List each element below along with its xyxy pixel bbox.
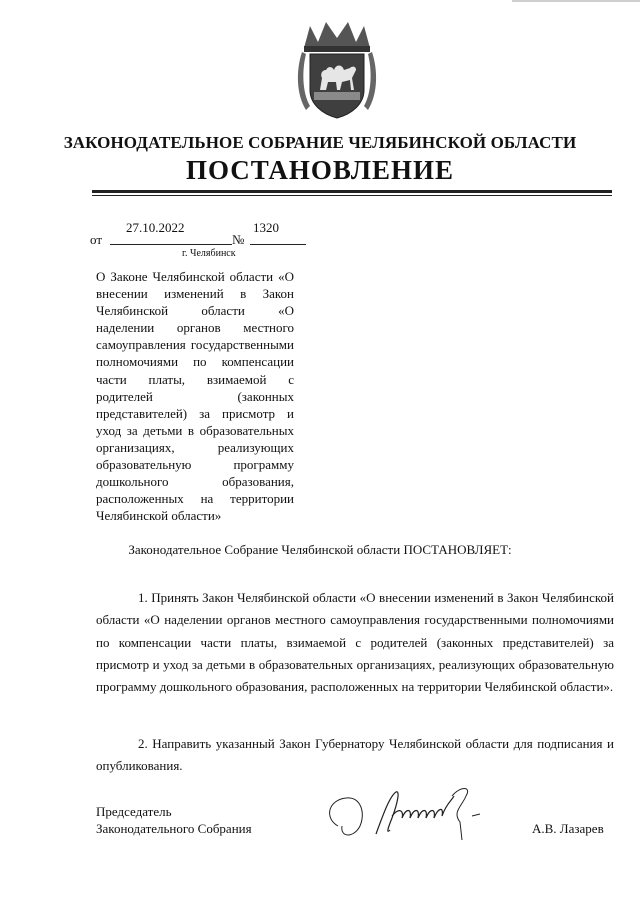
header-rule-thin [92,195,612,196]
number-label: № [232,232,245,247]
coat-of-arms-icon [296,18,378,122]
preamble: Законодательное Собрание Челябинской области ПОСТАНОВЛЯЕТ: [128,542,512,557]
document-subject: О Законе Челябинской области «О внесении изменений в Закон Челябинской области «О наделении органов местного самоуправления государственными полномочиями по компенсации части платы, взимаемой с родителей (законных представителей) за присмотр и уход за детьми в образовательных организациях, реализующих образовательную программу дошкольного образования, расположенных на территории Челябинской области» [96,269,294,524]
document-date: 27.10.2022 [126,220,185,235]
document-type: ПОСТАНОВЛЕНИЕ [185,155,455,185]
number-underline [250,244,306,245]
signer-name: А.В. Лазарев [532,821,604,836]
corner-mark [512,0,640,2]
handwritten-signature [320,782,510,844]
document-city: г. Челябинск [182,248,236,259]
paragraph-2: 2. Направить указанный Закон Губернатору Челябинской области для подписания и опубликования. [96,736,614,774]
header-rule-thick [92,190,612,193]
signer-title-line-1: Председатель [96,804,172,819]
document-number: 1320 [253,220,279,235]
paragraph-1: 1. Принять Закон Челябинской области «О внесении изменений в Закон Челябинской области «О наделении органов местного самоуправления государственными полномочиями по компенсации части платы, взимаемой с родителей (законных представителей) за присмотр и уход за детьми в образовательных организациях, реализующих образовательную программу дошкольного образования, расположенных на территории Челябинской области». [96,590,614,695]
organization-title: ЗАКОНОДАТЕЛЬНОЕ СОБРАНИЕ ЧЕЛЯБИНСКОЙ ОБЛАСТИ [63,133,577,152]
date-underline [110,244,232,245]
date-label: от [90,232,103,247]
signer-title-line-2: Законодательного Собрания [96,821,252,836]
